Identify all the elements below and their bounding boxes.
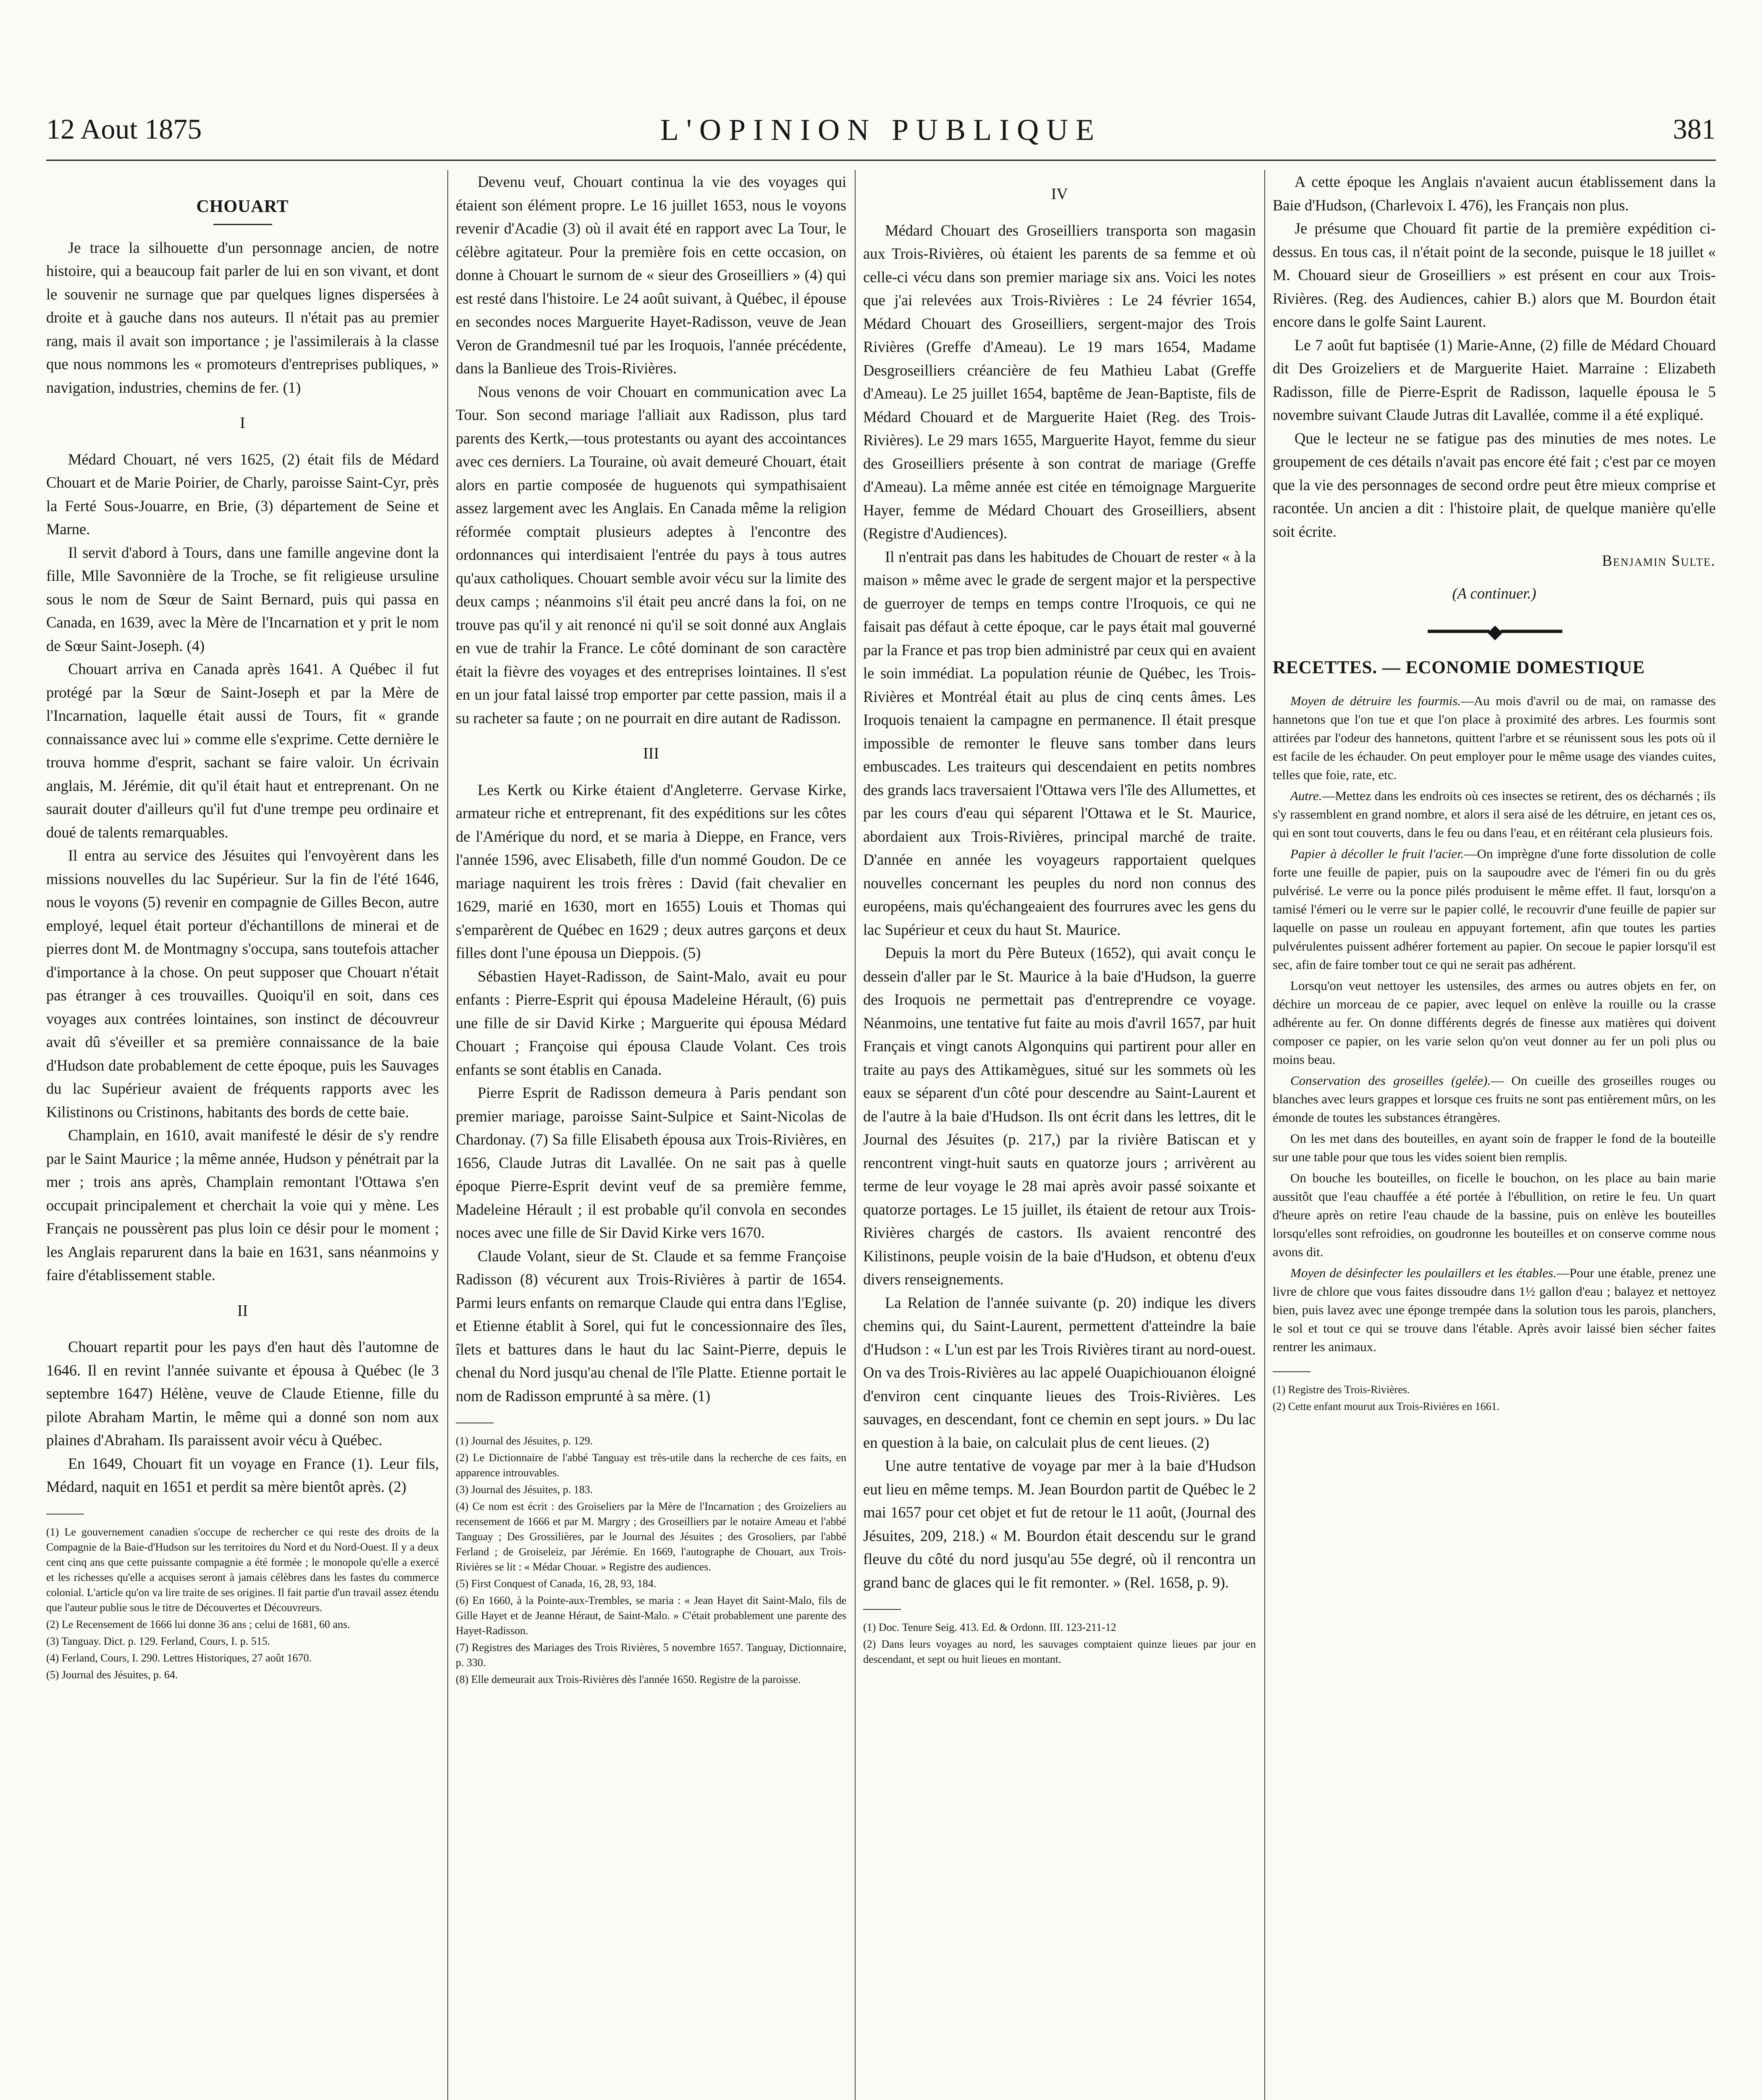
column-3 xyxy=(863,170,1256,2100)
footnote: (3) Journal des Jésuites, p. 183. xyxy=(456,1483,593,1496)
footnote: (2) Le Recensement de 1666 lui donne 36 ans ; celui de 1681, 60 ans. xyxy=(46,1618,350,1630)
paragraph: Il servit d'abord à Tours, dans une famille angevine dont la fille, Mlle Savonnière de la Troche, se fit religieuse ursuline sous le nom de Sœur de Saint Bernard, puis qui passa en Canada, en 1639, avec la Mère de l'Incarnation et y prit le nom de Sœur Saint-Joseph. (4) xyxy=(46,543,439,654)
footnotes xyxy=(863,1620,1256,1667)
footnote: (5) Journal des Jésuites, p. 64. xyxy=(46,1668,178,1681)
footnotes xyxy=(1273,1382,1716,1414)
page-number: 381 xyxy=(1673,113,1716,145)
paragraph: Il n'entrait pas dans les habitudes de Chouart de rester « à la maison » même avec le grade de sergent major et la perspective de guerroyer de temps en temps contre l'Iroquois, ce qui ne faisait pas défaut à cette époque, car le pays était mal gouverné par la France et pas trop bien administré par ceux qui en avaient le soin immédiat. La population réunie de Québec, les Trois-Rivières et Montréal était au plus de cinq cents âmes. Les Iroquois tenaient la campagne en permanence. Il était presque impossible de remonter le fleuve sans tomber dans leurs embuscades. Les traiteurs qui descendaient en petits nombres des grands lacs traversaient l'Ottawa vers l'île des Allumettes, et par les cours d'eau qui séparent l'Ottawa et le St. Maurice, abordaient aux Trois-Rivières, principal marché de traite. D'année en année les voyageurs rapportaient quelques nouvelles concernant les peuples du nord non connus des européens, mais qu'échangeaient des fourrures avec les gens du lac Supérieur et ceux du haut St. Maurice. xyxy=(863,548,1256,938)
recipe-title: Autre. xyxy=(1290,788,1322,803)
footnote: (8) Elle demeurait aux Trois-Rivières dès l'année 1650. Registre de la paroisse. xyxy=(456,1673,801,1685)
section-number: IV xyxy=(1051,185,1068,203)
paragraph: Je présume que Chouard fit partie de la première expédition ci-dessus. En tous cas, il n'était point de la seconde, puisque le 18 juillet « M. Chouard sieur de Groseilliers » est présent en cour aux Trois-Rivières. (Reg. des Audiences, cahier B.) alors que M. Bourdon était encore dans le golfe Saint Laurent. xyxy=(1273,220,1716,330)
recipe xyxy=(1273,692,1716,784)
recipe-title: Conservation des groseilles (gelée). xyxy=(1290,1073,1491,1088)
title-rule xyxy=(213,224,272,225)
section-number: II xyxy=(237,1302,248,1320)
column-2 xyxy=(456,170,846,2100)
footnote: (1) Doc. Tenure Seig. 413. Ed. & Ordonn. III. 123-211-12 xyxy=(863,1621,1116,1633)
column-divider xyxy=(1264,170,1265,2100)
footnote: (1) Le gouvernement canadien s'occupe de rechercher ce qui reste des droits de la Compagnie de la Baie-d'Hudson sur les territoires du Nord et du Nord-Ouest. Il y a deux cent cinq ans que cette puissante compagnie a été formée ; le monopole qu'elle a exercé et les richesses qu'elle a acquises seront à jamais célèbres dans les fastes du commerce colonial. L'article qu'on va lire traite de ses origines. Il fait partie d'un travail assez étendu que l'auteur publie sous le titre de Découvertes et Découvreurs. xyxy=(46,1525,439,1614)
article-intro: Je trace la silhouette d'un personnage ancien, de notre histoire, qui a beaucoup fait parler de lui en son vivant, et dont le souvenir ne surnage que par quelques lignes dispersées à droite et à gauche dans nos auteurs. Il n'était pas au premier rang, mais il avait son importance ; je l'assimilerais à la classe que nous nommons les « promoteurs d'entreprises publiques, » navigation, industries, chemins de fer. (1) xyxy=(46,239,439,396)
recipe xyxy=(1273,1169,1716,1261)
footnote: (1) Journal des Jésuites, p. 129. xyxy=(456,1435,593,1447)
paragraph: Le 7 août fut baptisée (1) Marie-Anne, (2) fille de Médard Chouard dit Des Groizeliers et de Marguerite Haiet. Marraine : Elizabeth Radisson, fille de Pierre-Esprit de Radisson, laquelle épousa le 5 novembre suivant Claude Jutras dit Lavallée, comme il a été expliqué. xyxy=(1273,336,1716,423)
footnote-rule xyxy=(863,1609,901,1610)
section-number: I xyxy=(240,414,245,432)
ornament-divider-icon: ━━━━━━◆━━━━━━ xyxy=(1428,621,1561,642)
recipe-body: —Mettez dans les endroits où ces insectes se retirent, des os décharnés ; ils s'y rassemblent en grand nombre, et alors il sera aisé de les détruire, en jetant ces os, qui en sont tout couverts, dans le feu ou dans l'eau, et en réitérant cela plusieurs fois. xyxy=(1273,788,1716,840)
recipe xyxy=(1273,845,1716,974)
recipe xyxy=(1273,1071,1716,1127)
recipe xyxy=(1273,1129,1716,1166)
paragraph: Chouart repartit pour les pays d'en haut dès l'automne de 1646. Il en revint l'année suivante et épousa à Québec (le 3 septembre 1647) Hélène, veuve de Claude Etienne, fille du pilote Abraham Martin, le même qui a donné son nom aux plaines d'Abraham. Ils paraissent avoir vécu à Québec. xyxy=(46,1338,439,1449)
recipe xyxy=(1273,1264,1716,1356)
recipe-body: On les met dans des bouteilles, en ayant soin de frapper le fond de la bouteille sur une table pour que tous les vides soient bien remplis. xyxy=(1273,1131,1716,1164)
footnote: (2) Dans leurs voyages au nord, les sauvages comptaient quinze lieues par jour en descendant, et sept ou huit lieues en montant. xyxy=(863,1638,1256,1665)
footnotes xyxy=(46,1525,439,1683)
column-divider xyxy=(447,170,448,2100)
paragraph: Claude Volant, sieur de St. Claude et sa femme Françoise Radisson (8) vécurent aux Trois-Rivières à partir de 1654. Parmi leurs enfants on remarque Claude qui entra dans l'Eglise, et Etienne établit à Sorel, qui fut le concessionnaire des îles, îlets et battures dans le haut du lac Saint-Pierre, depuis le chenal du Nord jusqu'au chenal de l'île Platte. Etienne portait le nom de Radisson emprunté à sa mère. (1) xyxy=(456,1247,846,1404)
paragraph: Pierre Esprit de Radisson demeura à Paris pendant son premier mariage, paroisse Saint-Sulpice et Saint-Nicolas de Chardonay. (7) Sa fille Elisabeth épousa aux Trois-Rivières, en 1656, Claude Jutras dit Lavallée. On ne sait pas à quelle époque Pierre-Esprit devint veuf de sa première femme, Madeleine Hérault ; il est probable qu'il convola en secondes noces avec une fille de Sir David Kirke vers 1670. xyxy=(456,1084,846,1241)
paragraph: Que le lecteur ne se fatigue pas des minuties de mes notes. Le groupement de ces détails n'avait pas encore été fait ; c'est par ce moyen que la vie des personnages de second ordre peut être mieux comprise et racontée. Un ancien a dit : l'histoire plait, de quelque manière qu'elle soit écrite. xyxy=(1273,429,1716,540)
footnote: (2) Cette enfant mourut aux Trois-Rivières en 1661. xyxy=(1273,1400,1500,1412)
recipe-body: —Au mois d'avril ou de mai, on ramasse des hannetons que l'on tue et que l'on place à proximité des arbres. Les fourmis sont attirées par l'odeur des hannetons, quittent l'arbre et se réunissent sous les pots où il est facile de les échauder. On peut employer pour le même usage des viandes cuites, telles que foie, rate, etc. xyxy=(1273,693,1716,782)
footnote-rule xyxy=(46,1514,84,1515)
paragraph: Depuis la mort du Père Buteux (1652), qui avait conçu le dessein d'aller par le St. Maurice à la baie d'Hudson, la guerre des Iroquois ne permettait pas d'entreprendre ce voyage. Néanmoins, une tentative fut faite au mois d'avril 1657, par huit Français et vingt canots Algonquins qui partirent pour aller en traite au pays des Attikamègues, situé sur les sommets où les eaux se séparent d'un côté pour descendre au Saint-Laurent et de l'autre à la baie d'Hudson. Ils ont écrit dans les lettres, dit le Journal des Jésuites (p. 217,) par la rivière Batiscan et y rencontrent vingt-huit sauts en quatorze jours ; arrivèrent au terme de leur voyage le 28 mai après avoir passé soixante et quatorze portages. Le 15 juillet, ils étaient de retour aux Trois-Rivières chargés de castors. Ils avaient rencontré des Kilistinons, peuple voisin de la baie d'Hudson, et obtenu d'eux divers renseignements. xyxy=(863,944,1256,1288)
footnote: (5) First Conquest of Canada, 16, 28, 93, 184. xyxy=(456,1578,656,1590)
paragraph: Médard Chouart, né vers 1625, (2) était fils de Médard Chouart et de Marie Poirier, de Charly, paroisse Saint-Cyr, près la Ferté Sous-Jouarre, en Brie, (3) département de Seine et Marne. xyxy=(46,450,439,538)
recettes-list xyxy=(1273,692,1716,1356)
recipe-body: Lorsqu'on veut nettoyer les ustensiles, des armes ou autres objets en fer, on déchire un morceau de ce papier, avec lequel on enlève la rouille ou la crasse adhérente au fer. On donne différents degrés de finesse aux matières qui doivent composer ce papier, on les varie selon qu'on veut donner au fer un poli plus ou moins beau. xyxy=(1273,978,1716,1067)
article-title: CHOUART xyxy=(196,197,289,216)
paragraph: Les Kertk ou Kirke étaient d'Angleterre. Gervase Kirke, armateur riche et entreprenant, fit des expéditions sur les côtes de l'Amérique du nord, et se maria à Dieppe, en France, vers l'année 1596, avec Elisabeth, fille d'un nommé Goudon. De ce mariage naquirent les trois frères : David (fait chevalier en 1629, marié en 1630, mort en 1655) Louis et Thomas qui s'emparèrent de Québec en 1629 ; deux autres garçons et deux filles dont l'une épousa un Dieppois. (5) xyxy=(456,781,846,961)
footnote: (3) Tanguay. Dict. p. 129. Ferland, Cours, I. p. 515. xyxy=(46,1635,270,1647)
footnotes xyxy=(456,1433,846,1687)
header-rule xyxy=(46,160,1716,161)
footnote: (2) Le Dictionnaire de l'abbé Tanguay est très-utile dans la recherche de ces faits, en apparence introuvables. xyxy=(456,1452,846,1479)
recipe-title: Moyen de détruire les fourmis. xyxy=(1290,693,1461,708)
paragraph: En 1649, Chouart fit un voyage en France (1). Leur fils, Médard, naquit en 1651 et perdit sa mère bientôt après. (2) xyxy=(46,1454,439,1495)
footnote-rule xyxy=(1273,1371,1310,1372)
paragraph: Une autre tentative de voyage par mer à la baie d'Hudson eut lieu en même temps. M. Jean Bourdon partit de Québec le 2 mai 1657 pour cet objet et fut de retour le 11 août, (Journal des Jésuites, 209, 218.) « M. Bourdon était descendu sur le grand fleuve du côté du nord jusqu'au 55e degré, où il rencontra un grand banc de glaces qui le fit remonter. » (Rel. 1658, p. 9). xyxy=(863,1457,1256,1591)
recipe xyxy=(1273,787,1716,842)
footnote: (4) Ferland, Cours, I. 290. Lettres Historiques, 27 août 1670. xyxy=(46,1651,312,1664)
recipe-body: — On cueille des groseilles rouges ou blanches avec leurs grappes et lorsque ces fruits ne sont pas entièrement mûrs, on les émonde de toutes les substances étrangères. xyxy=(1273,1073,1716,1125)
footnote: (1) Registre des Trois-Rivières. xyxy=(1273,1383,1410,1396)
recipe-title: Moyen de désinfecter les poulaillers et les étables. xyxy=(1290,1265,1557,1280)
paragraph: Champlain, en 1610, avait manifesté le désir de s'y rendre par le Saint Maurice ; la même année, Hudson y pénétrait par la mer ; trois ans après, Champlain remontant l'Ottawa s'en occupait principalement et cherchait la voie qui y mène. Les Français ne poussèrent pas plus loin ce désir pour le moment ; les Anglais reparurent dans la baie en 1631, sans néanmoins y faire d'établissement stable. xyxy=(46,1126,439,1284)
newspaper-title: L'OPINION PUBLIQUE xyxy=(660,113,1102,147)
continued-note: (A continuer.) xyxy=(1452,584,1536,602)
section-number: III xyxy=(643,745,659,762)
paragraph: Nous venons de voir Chouart en communication avec La Tour. Son second mariage l'alliait aux Radisson, plus tard parents des Kertk,—tous protestants ou ayant des accointances avec ces derniers. La Touraine, où avait demeuré Chouart, était alors en partie composée de huguenots qui sympathisaient assez largement avec les Anglais. En Canada même la religion réformée comptait plusieurs adeptes à l'encontre des ordonnances qui interdisaient l'entrée du pays à tous autres qu'aux catholiques. Chouart semble avoir vécu sur la limite des deux camps ; néanmoins s'il était peu ancré dans la foi, on ne trouve pas qu'il y ait renoncé ni qu'il se soit donné aux Anglais en vue de trahir la France. Le côté dominant de son caractère était la fièvre des voyages et des entreprises lointaines. Il s'est en un jour fatal laissé trop emporter par cette passion, mais il a su racheter sa faute ; on ne pourrait en dire autant de Radisson. xyxy=(456,383,846,727)
column-1 xyxy=(46,170,439,2100)
footnote: (4) Ce nom est écrit : des Groiseliers par la Mère de l'Incarnation ; des Groizeliers au recensement de 1666 et par M. Margry ; des Groseilliers par le notaire Ameau et l'abbé Tanguay ; Des Grossilières, par le Journal des Jésuites ; des Grosoliers, par l'abbé Ferland ; de Groiseleiz, par Jérémie. En 1669, l'autographe de Chouart, aux Trois-Rivières se lit : « Médar Chouar. » Registre des audiences. xyxy=(456,1500,846,1573)
paragraph: Médard Chouart des Groseilliers transporta son magasin aux Trois-Rivières, où étaient les parents de sa femme et où celle-ci vécu dans son premier mariage six ans. Voici les notes que j'ai relevées aux Trois-Rivières : Le 24 février 1654, Médard Chouart des Groseilliers, sergent-major des Trois Rivières (Greffe d'Ameau). Le 19 mars 1654, Madame Desgroseilliers créancière de feu Mathieu Labat (Greffe d'Ameau). Le 25 juillet 1654, baptême de Jean-Baptiste, fils de Médard Chouard et de Marguerite Haiet (Reg. des Trois-Rivières). Le 29 mars 1655, Marguerite Hayot, femme du sieur des Groseilliers présente à son contrat de mariage (Greffe d'Ameau). La même année est citée en témoignage Marguerite Hayer, femme de Médard Chouart des Groseilliers, absent (Registre d'Audiences). xyxy=(863,221,1256,542)
paragraph: Sébastien Hayet-Radisson, de Saint-Malo, avait eu pour enfants : Pierre-Esprit qui épousa Madeleine Hérault, (6) puis une fille de sir David Kirke ; Marguerite qui épousa Médard Chouart ; Françoise qui épousa Claude Volant. Ces trois enfants se sont établis en Canada. xyxy=(456,967,846,1078)
recipe-body: —On imprègne d'une forte dissolution de colle forte une feuille de papier, puis on la saupoudre avec de l'émeri fin ou du grès pulvérisé. Le verre ou la ponce pilés produisent le même effet. Il faut, lorsqu'on a tamisé l'émeri ou le verre sur le papier collé, le recouvrir d'une feuille de papier sur laquelle on passe un rouleau en appuyant fortement, afin que toutes les parties pulvérulentes puissent adhérer fortement au papier. On secoue le papier lorsqu'il est sec, afin de faire tomber tout ce qui ne serait pas adhérent. xyxy=(1273,846,1716,972)
recipe-body: On bouche les bouteilles, on ficelle le bouchon, on les place au bain marie aussitôt que l'eau chauffée a été portée à l'ébullition, on retire le feu. Un quart d'heure après on retire l'eau chaude de la bassine, puis on enlève les bouteilles lorsqu'elles sont refroidies, on goudronne les bouteilles et on conserve comme nous avons dit. xyxy=(1273,1171,1716,1259)
paragraph: Chouart arriva en Canada après 1641. A Québec il fut protégé par la Sœur de Saint-Joseph et par la Mère de l'Incarnation, laquelle était aussi de Tours, fit « grande connaissance avec lui » comme elle s'exprime. Cette dernière le trouva homme d'esprit, sachant se faire valoir. Un écrivain anglais, M. Jérémie, dit qu'il était haut et entreprenant. On ne saurait douter d'ailleurs qu'il fut d'une trempe peu ordinaire et doué de talents remarquables. xyxy=(46,660,439,841)
recettes-title: RECETTES. — ECONOMIE DOMESTIQUE xyxy=(1273,657,1645,677)
author-signature: Benjamin Sulte. xyxy=(1602,552,1716,569)
recipe-title: Papier à décoller le fruit l'acier. xyxy=(1290,846,1464,861)
footnote: (7) Registres des Mariages des Trois Rivières, 5 novembre 1657. Tanguay, Dictionnaire, p. 330. xyxy=(456,1641,846,1669)
recipe-body: —Pour une étable, prenez une livre de chlore que vous faites dissoudre dans 1½ gallon d'eau ; balayez et nettoyez bien, puis lavez avec une éponge trempée dans la solution tous les parois, planchers, le sol et tout ce qui se trouve dans l'étable. Après avoir laissé bien sécher faites rentrer les animaux. xyxy=(1273,1265,1716,1354)
paragraph: La Relation de l'année suivante (p. 20) indique les divers chemins qui, du Saint-Laurent, permettent d'atteindre la baie d'Hudson : « L'un est par les Trois Rivières tirant au nord-ouest. On va des Trois-Rivières au lac appelé Ouapichiouanon éloigné d'environ cent cinquante lieues des Trois-Rivières. Les sauvages, en descendant, font ce chemin en sept jours. » Du lac en question à la baie, on calculait plus de cent lieues. (2) xyxy=(863,1294,1256,1451)
paragraph: Devenu veuf, Chouart continua la vie des voyages qui étaient son élément propre. Le 16 juillet 1653, nous le voyons revenir d'Acadie (3) où il avait été en rapport avec La Tour, le célèbre agitateur. Pour la première fois en cette occasion, on donne à Chouart le surnom de « sieur des Groseilliers » (4) qui est resté dans l'histoire. Le 24 août suivant, à Québec, il épouse en secondes noces Marguerite Hayet-Radisson, veuve de Jean Veron de Grandmesnil tué par les Iroquois, l'année précédente, dans la Banlieue des Trois-Rivières. xyxy=(456,173,846,377)
issue-date: 12 Aout 1875 xyxy=(46,113,202,145)
footnote: (6) En 1660, à la Pointe-aux-Trembles, se maria : « Jean Hayet dit Saint-Malo, fils de Gille Hayet et de Jeanne Héraut, de Saint-Malo. » C'était probablement une parente des Hayet-Radisson. xyxy=(456,1594,846,1637)
recipe xyxy=(1273,976,1716,1069)
paragraph: Il entra au service des Jésuites qui l'envoyèrent dans les missions nouvelles du lac Supérieur. Sur la fin de l'été 1646, nous le voyons (5) revenir en compagnie de Gilles Becon, autre employé, lequel était porteur d'échantillons de minerai et de pierres dont M. de Montmagny s'occupa, sans toutefois attacher d'importance à la chose. On peut supposer que Chouart n'était pas étranger à ces trouvailles. Quoiqu'il en soit, dans ces voyages aux contrées lointaines, son instinct de découvreur avait dû s'éveiller et sa première connaissance de la baie d'Hudson date probablement de cette époque, puis les Sauvages du lac Supérieur avaient de fréquents rapports avec les Kilistinons ou Cristinons, habitants des bords de cette baie. xyxy=(46,847,439,1121)
column-4 xyxy=(1273,170,1716,2100)
page-header xyxy=(46,113,1716,150)
column-divider xyxy=(855,170,856,2100)
paragraph: A cette époque les Anglais n'avaient aucun établissement dans la Baie d'Hudson, (Charlevoix I. 476), les Français non plus. xyxy=(1273,173,1716,214)
